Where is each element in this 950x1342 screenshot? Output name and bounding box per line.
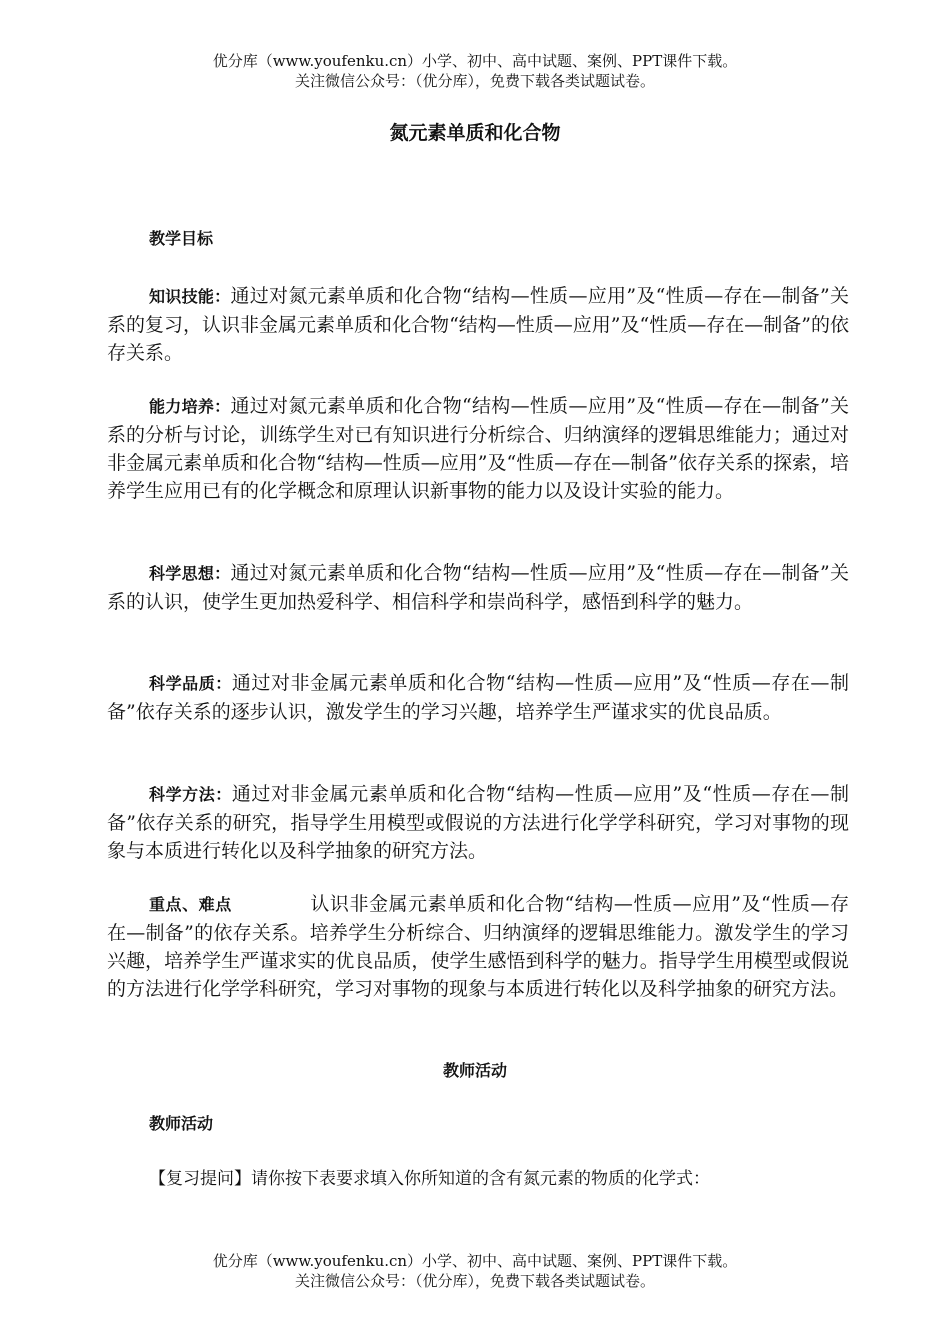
section-scientific-thought [107, 559, 849, 616]
document-title: 氮元素单质和化合物 [389, 122, 561, 144]
section-label: 科学品质： [149, 674, 232, 693]
section-text: 通过对氮元素单质和化合物“结构—性质—应用”及“性质—存在—制备”关系的认识，使学生更加热爱科学、相信科学和崇尚科学，感悟到科学的魅力。 [107, 562, 849, 613]
section-ability-training [107, 392, 849, 505]
section-label: 知识技能： [149, 287, 231, 306]
review-question: 【复习提问】请你按下表要求填入你所知道的含有氮元素的物质的化学式： [149, 1169, 710, 1189]
page-header [0, 51, 950, 91]
section-label: 重点、难点 [149, 895, 232, 914]
section-label: 科学方法： [149, 785, 232, 804]
section-scientific-quality [107, 669, 849, 726]
section-label: 科学思想： [149, 564, 231, 583]
footer-line-1: 优分库（www.youfenku.cn）小学、初中、高中试题、案例、PPT课件下载。 [212, 1252, 738, 1270]
section-scientific-method [107, 780, 849, 865]
teacher-activity-heading: 教师活动 [149, 1114, 214, 1133]
section-text: 通过对非金属元素单质和化合物“结构—性质—应用”及“性质—存在—制备”依存关系的研究，指导学生用模型或假说的方法进行化学学科研究，学习对事物的现象与本质进行转化以及科学抽象的研究方法。 [107, 783, 849, 862]
teacher-activity-center-heading: 教师活动 [442, 1061, 507, 1080]
header-line-1: 优分库（www.youfenku.cn）小学、初中、高中试题、案例、PPT课件下载。 [212, 52, 738, 70]
page-footer [0, 1251, 950, 1291]
header-line-2: 关注微信公众号：（优分库），免费下载各类试题试卷。 [294, 72, 655, 90]
section-knowledge-skills [107, 282, 849, 367]
teaching-goals-heading: 教学目标 [149, 229, 214, 248]
section-label: 能力培养： [149, 397, 231, 416]
section-text: 通过对氮元素单质和化合物“结构—性质—应用”及“性质—存在—制备”关系的复习，认识非金属元素单质和化合物“结构—性质—应用”及“性质—存在—制备”的依存关系。 [107, 285, 849, 364]
section-key-difficult-points [107, 890, 849, 1003]
section-text: 认识非金属元素单质和化合物“结构—性质—应用”及“性质—存在—制备”的依存关系。培养学生分析综合、归纳演绎的逻辑思维能力。激发学生的学习兴趣，培养学生严谨求实的优良品质，使学生感悟到科学的魅力。指导学生用模型或假说的方法进行化学学科研究，学习对事物的现象与本质进行转化以及科学抽象的研究方法。 [107, 893, 849, 1000]
footer-line-2: 关注微信公众号：（优分库），免费下载各类试题试卷。 [294, 1272, 655, 1290]
section-text: 通过对非金属元素单质和化合物“结构—性质—应用”及“性质—存在—制备”依存关系的逐步认识，激发学生的学习兴趣，培养学生严谨求实的优良品质。 [107, 672, 849, 723]
section-text: 通过对氮元素单质和化合物“结构—性质—应用”及“性质—存在—制备”关系的分析与讨论，训练学生对已有知识进行分析综合、归纳演绎的逻辑思维能力；通过对非金属元素单质和化合物“结构—性质—应用”及“性质—存在—制备”依存关系的探索，培养学生应用已有的化学概念和原理认识新事物的能力以及设计实验的能力。 [107, 395, 849, 502]
